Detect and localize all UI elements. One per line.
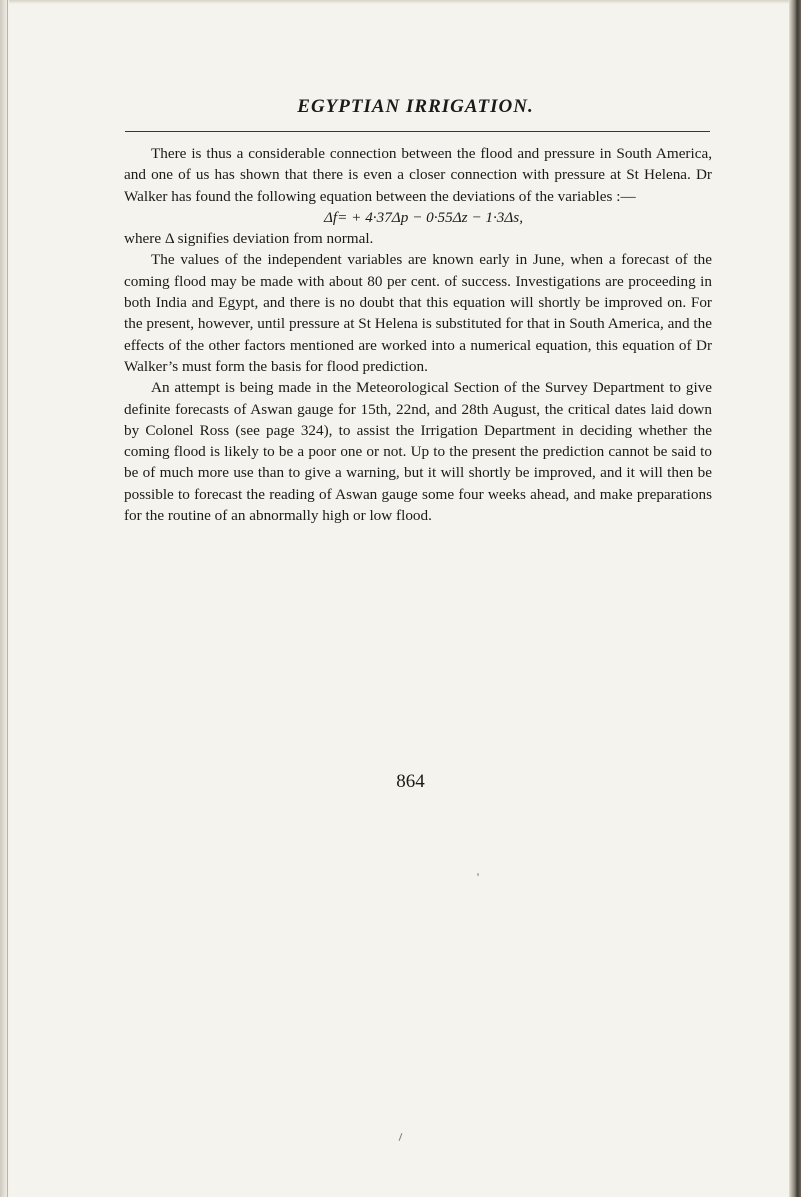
page-top-edge (0, 0, 801, 4)
body-text (124, 143, 712, 526)
paper-mark (399, 1133, 403, 1141)
header-rule (125, 131, 710, 132)
running-head-title: EGYPTIAN IRRIGATION. (297, 96, 534, 117)
paper-speck (477, 873, 479, 876)
page-gutter-line (7, 0, 8, 1197)
page-right-edge (789, 0, 801, 1197)
paragraph-independent-variables: The values of the independent variables are known early in June, when a forecast of the coming flood may be made with about 80 per cent. of success. Investigations are proceeding in both India and Egypt, and there is no doubt that this equation will shortly be improved on. For the present, however, until pressure at St Helena is substituted for that in South America, and the effects of the other factors mentioned are worked into a numerical equation, this equation of Dr Walker’s must form the basis for flood prediction. (124, 251, 712, 375)
paragraph-deviation-definition: where Δ signifies deviation from normal. (124, 230, 374, 248)
page-number: 864 (396, 771, 425, 792)
paragraph-flood-pressure: There is thus a considerable connection between the flood and pressure in South America, and one of us has shown that there is even a closer connection with pressure at St Helena. Dr Walker has found the following equation between the deviations of the variables :— (124, 145, 712, 205)
walker-equation: Δf= + 4·37Δp − 0·55Δz − 1·3Δs, (323, 208, 523, 226)
running-head (0, 96, 801, 118)
paragraph-meteorological-section: An attempt is being made in the Meteorological Section of the Survey Department to give definite forecasts of Aswan gauge for 15th, 22nd, and 28th August, the critical dates laid down by Colonel Ross (see page 324), to assist the Irrigation Department in deciding whether the coming flood is likely to be a poor one or not. Up to the present the prediction cannot be said to be of much more use than to give a warning, but it will shortly be improved, and it will then be possible to forecast the reading of Aswan gauge some four weeks ahead, and make preparations for the routine of an abnormally high or low flood. (124, 379, 712, 525)
